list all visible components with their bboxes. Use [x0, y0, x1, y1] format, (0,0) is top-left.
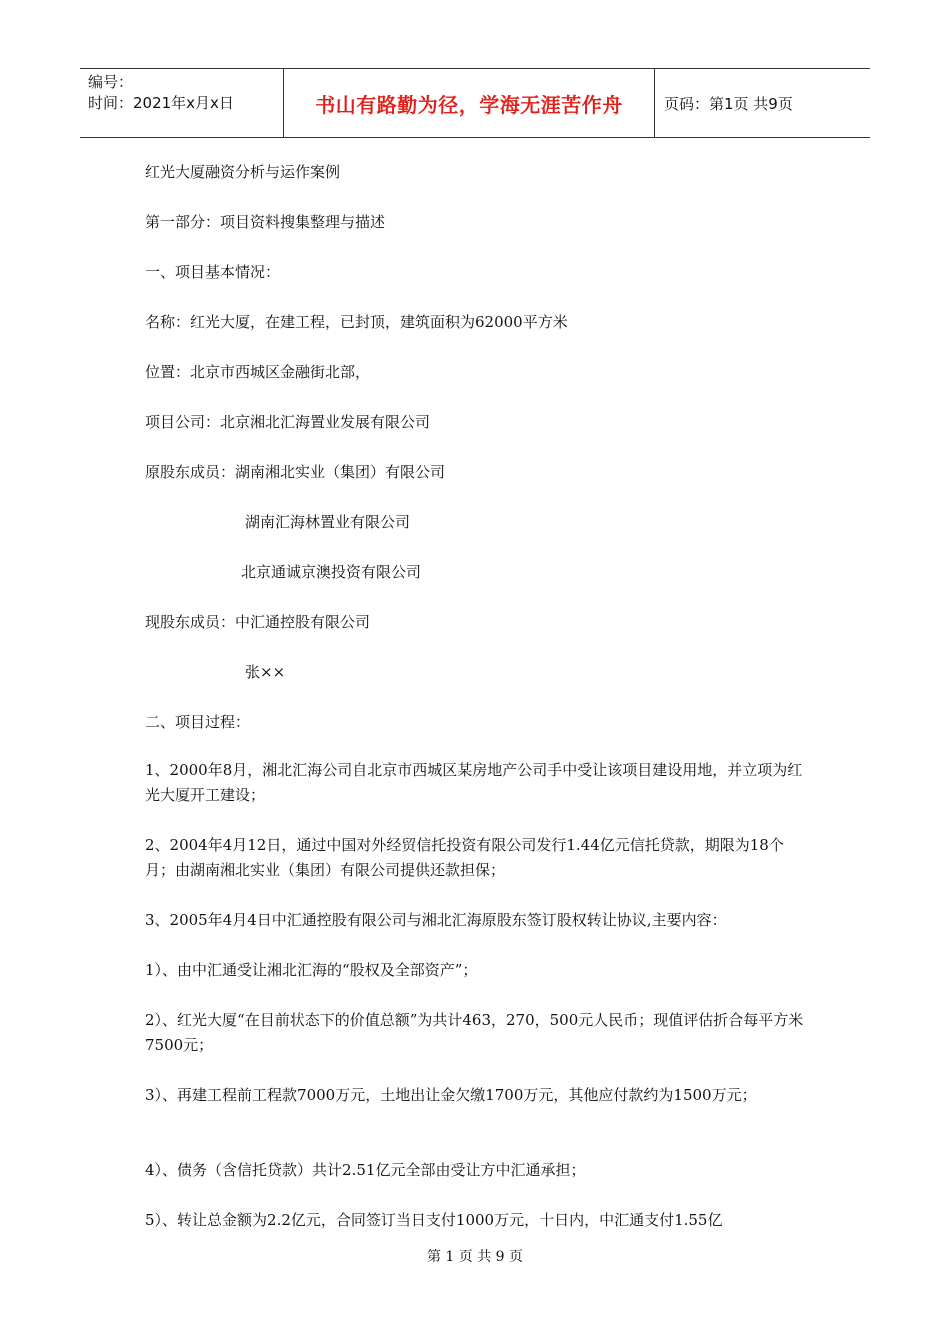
page-header: [80, 68, 870, 138]
paragraph: 名称：红光大厦，在建工程，已封顶，建筑面积为62000平方米: [145, 313, 568, 331]
paragraph: 位置：北京市西城区金融街北部，: [145, 363, 371, 381]
paragraph: 1）、由中汇通受让湘北汇海的“股权及全部资产”；: [145, 961, 478, 979]
paragraph: 4）、债务（含信托贷款）共计2.51亿元全部由受让方中汇通承担；: [145, 1161, 586, 1179]
paragraph: 5）、转让总金额为2.2亿元，合同签订当日支付1000万元，十日内，中汇通支付1.55亿: [145, 1211, 723, 1229]
header-meta: [80, 69, 283, 137]
time-label: 时间：2021年x月x日: [88, 94, 234, 112]
paragraph: 原股东成员：湖南湘北实业（集团）有限公司: [145, 463, 446, 481]
doc-title: 红光大厦融资分析与运作案例: [145, 163, 341, 181]
paragraph: 1、2000年8月，湘北汇海公司自北京市西城区某房地产公司手中受让该项目建设用地，并立项为红光大厦开工建设；: [145, 761, 803, 804]
number-label: 编号：: [88, 73, 134, 91]
header-page-code: 页码：第1页 共9页: [664, 94, 793, 113]
paragraph-indented: 北京通诚京澳投资有限公司: [241, 563, 422, 581]
header-motto: 书山有路勤为径，学海无涯苦作舟: [283, 69, 655, 137]
paragraph: 2）、红光大厦“在目前状态下的价值总额”为共计463，270，500元人民币；现值评估折合每平方米7500元；: [145, 1011, 804, 1054]
paragraph: 2、2004年4月12日，通过中国对外经贸信托投资有限公司发行1.44亿元信托贷款，期限为18个月；由湖南湘北实业（集团）有限公司提供还款担保；: [145, 836, 784, 879]
section-heading: 第一部分：项目资料搜集整理与描述: [145, 213, 386, 231]
paragraph-indented: 张××: [245, 663, 286, 681]
paragraph: 3、2005年4月4日中汇通控股有限公司与湘北汇海原股东签订股权转让协议,主要内容：: [145, 911, 727, 929]
paragraph: 项目公司：北京湘北汇海置业发展有限公司: [145, 413, 431, 431]
paragraph: 3）、再建工程前工程款7000万元，土地出让金欠缴1700万元，其他应付款约为1500万元；: [145, 1086, 757, 1104]
subsection-heading: 二、项目过程：: [145, 713, 251, 731]
paragraph-indented: 湖南汇海林置业有限公司: [245, 513, 411, 531]
paragraph: 现股东成员：中汇通控股有限公司: [145, 613, 371, 631]
page-footer: 第 1 页 共 9 页: [426, 1249, 524, 1265]
subsection-heading: 一、项目基本情况：: [145, 263, 281, 281]
